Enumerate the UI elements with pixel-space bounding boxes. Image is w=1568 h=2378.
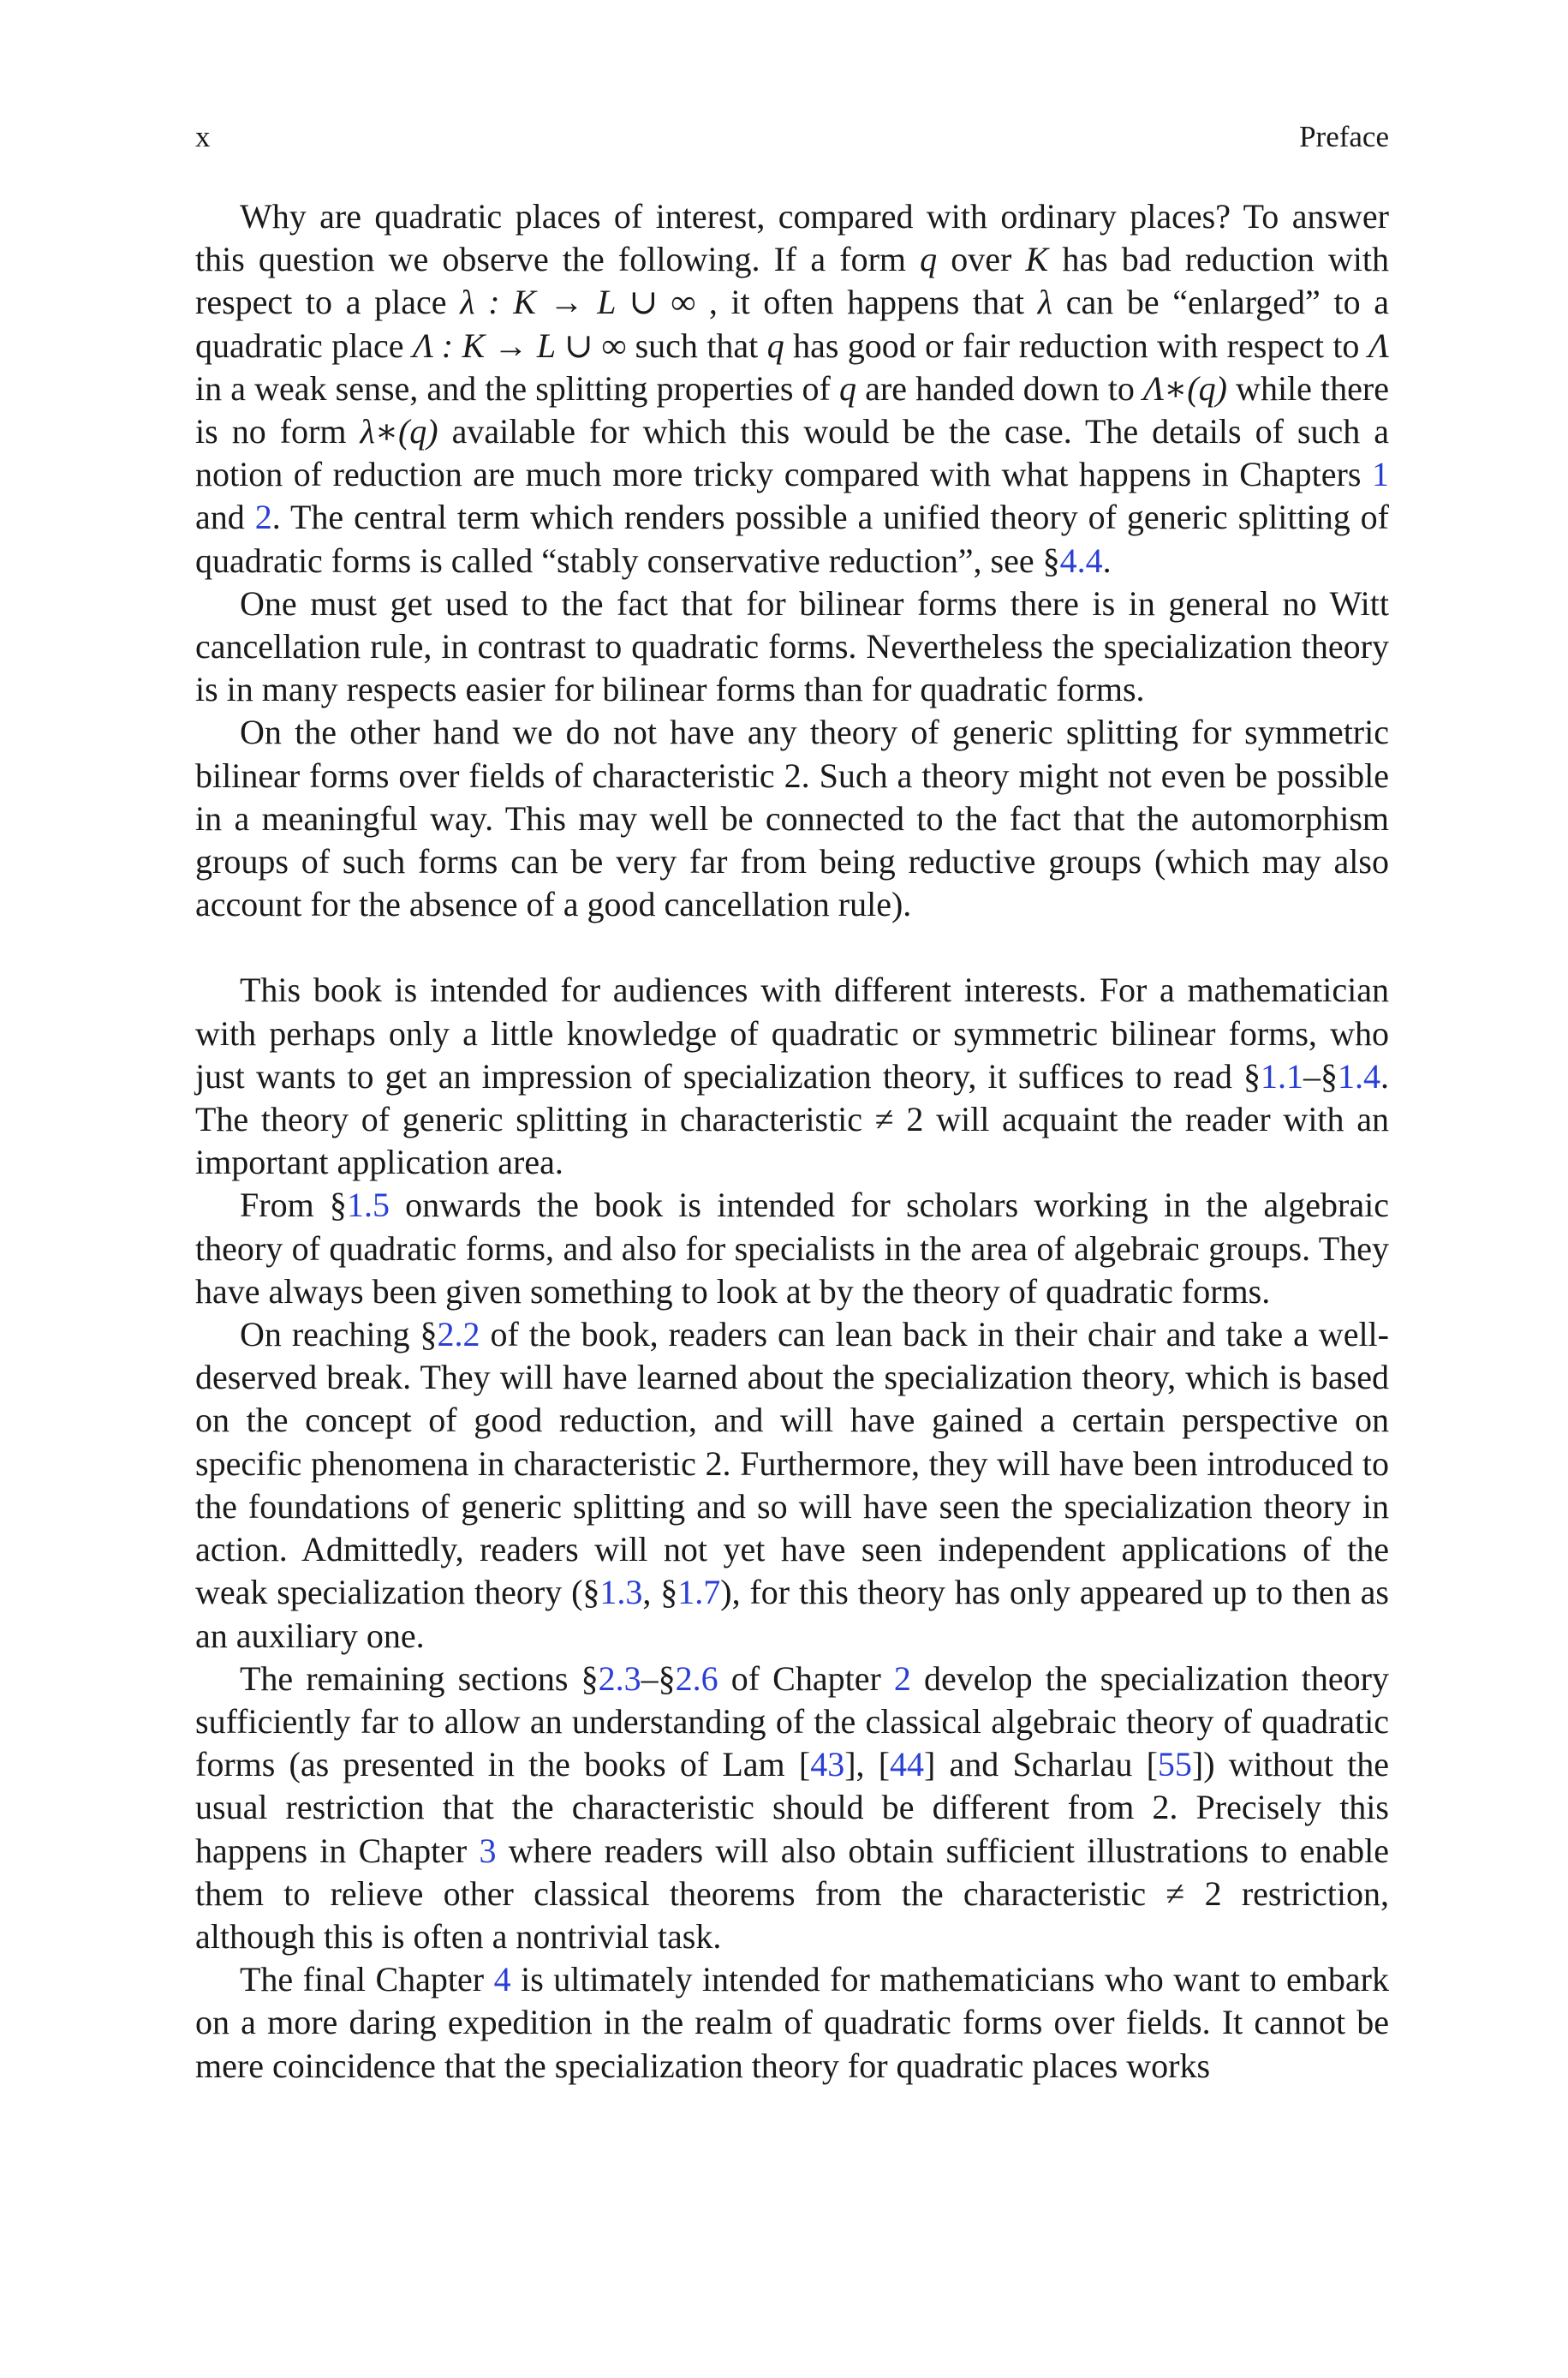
paragraph-characteristic-2: On the other hand we do not have any theory of generic splitting for symmetric bilinear forms over fields of characteristic 2. Such a theory might not even be possible in a meaningful way. This may well be connected to the fact that the automorphism groups of such forms can be very far from being reductive groups (which may also account for the absence of a good cancellation rule).: [195, 713, 1389, 924]
paragraph-witt-cancellation: One must get used to the fact that for bilinear forms there is in general no Witt cancellation rule, in contrast to quadratic forms. Nevertheless the specialization theory is in many respects easier for bilinear forms than for quadratic forms.: [195, 583, 1389, 709]
math-lambda: λ: [1037, 283, 1053, 322]
link-chapter-3[interactable]: 3: [479, 1831, 497, 1870]
link-chapter-1[interactable]: 1: [1372, 455, 1389, 494]
math-lambda-star-q: λ∗(q): [360, 412, 438, 451]
link-section-1-4[interactable]: 1.4: [1338, 1056, 1380, 1096]
link-citation-44[interactable]: 44: [890, 1745, 925, 1784]
link-chapter-4[interactable]: 4: [493, 1960, 511, 1999]
page-number: x: [195, 120, 211, 153]
body-text: [195, 195, 1389, 2088]
link-section-1-7[interactable]: 1.7: [677, 1573, 721, 1612]
paragraph-audiences: This book is intended for audiences with different interests. For a mathematician with perhaps only a little knowledge of quadratic or symmetric bilinear forms, who just wants to get an impression of specialization theory, it suffices to read §1.1–§1.4. The theory of generic splitting in characteristic ≠ 2 will acquaint the reader with an important application area.: [195, 971, 1389, 1182]
link-citation-55[interactable]: 55: [1157, 1745, 1192, 1784]
math-Lambda: Λ: [1368, 326, 1389, 365]
running-title: Preface: [1299, 120, 1389, 153]
link-chapter-2[interactable]: 2: [254, 498, 272, 537]
math-q: q: [766, 326, 784, 365]
link-section-1-3[interactable]: 1.3: [599, 1573, 643, 1612]
paragraph-break: On reaching §2.2 of the book, readers can lean back in their chair and take a well-deserved break. They will have learned about the specialization theory, which is based on the concept of good reduction, and will have gained a certain perspective on specific phenomena in characteristic 2. Furthermore, they will have been introduced to the foundations of generic splitting and so will have seen the specialization theory in action. Admittedly, readers will not yet have seen independent applications of the weak specialization theory (§1.3, §1.7), for this theory has only appeared up to then as an auxiliary one.: [195, 1315, 1390, 1655]
math-Lambda-star-q: Λ∗(q): [1142, 368, 1227, 408]
link-citation-43[interactable]: 43: [810, 1745, 845, 1784]
paragraph-final-chapter: The final Chapter 4 is ultimately intended for mathematicians who want to embark on a more daring expedition in the realm of quadratic forms over fields. It cannot be mere coincidence that the specialization theory for quadratic places works: [195, 1960, 1389, 2085]
link-section-1-5[interactable]: 1.5: [346, 1186, 390, 1225]
math-K: K: [1025, 240, 1049, 279]
math-place-Lambda: Λ : K → L ∪ ∞: [412, 326, 627, 365]
paragraph-scholars: From §1.5 onwards the book is intended for scholars working in the algebraic theory of quadratic forms, and also for specialists in the area of algebraic groups. They have always been given something to look at by the theory of quadratic forms.: [195, 1186, 1390, 1311]
link-section-4-4[interactable]: 4.4: [1059, 541, 1103, 580]
math-q: q: [839, 368, 856, 408]
paragraph-remaining-sections: The remaining sections §2.3–§2.6 of Chapter 2 develop the specialization theory sufficiently far to allow an understanding of the classical algebraic theory of quadratic forms (as presented in the books of Lam [43], [44] and Scharlau [55]) without the usual restriction that the characteristic should be different from 2. Precisely this happens in Chapter 3 where readers will also obtain sufficient illustrations to enable them to relieve other classical theorems from the characteristic ≠ 2 restriction, although this is often a nontrivial task.: [195, 1658, 1390, 1956]
link-section-2-3[interactable]: 2.3: [598, 1658, 641, 1698]
link-section-1-1[interactable]: 1.1: [1261, 1056, 1303, 1096]
math-q: q: [920, 240, 938, 279]
link-section-2-6[interactable]: 2.6: [675, 1658, 718, 1698]
link-section-2-2[interactable]: 2.2: [437, 1315, 480, 1354]
link-chapter-2[interactable]: 2: [893, 1658, 911, 1698]
paragraph-quadratic-places: Why are quadratic places of interest, compared with ordinary places? To answer this question we observe the following. If a form q over K has bad reduction with respect to a place λ : K → L ∪ ∞ , it often happens that λ can be “enlarged” to a quadratic place Λ : K → L ∪ ∞ such that q has good or fair reduction with respect to Λ in a weak sense, and the splitting properties of q are handed down to Λ∗(q) while there is no form λ∗(q) available for which this would be the case. The details of such a notion of reduction are much more tricky compared with what happens in Chapters 1 and 2. The central term which renders possible a unified theory of generic splitting of quadratic forms is called “stably conservative reduction”, see §4.4.: [195, 197, 1390, 580]
math-place-lambda: λ : K → L ∪ ∞: [460, 283, 696, 322]
